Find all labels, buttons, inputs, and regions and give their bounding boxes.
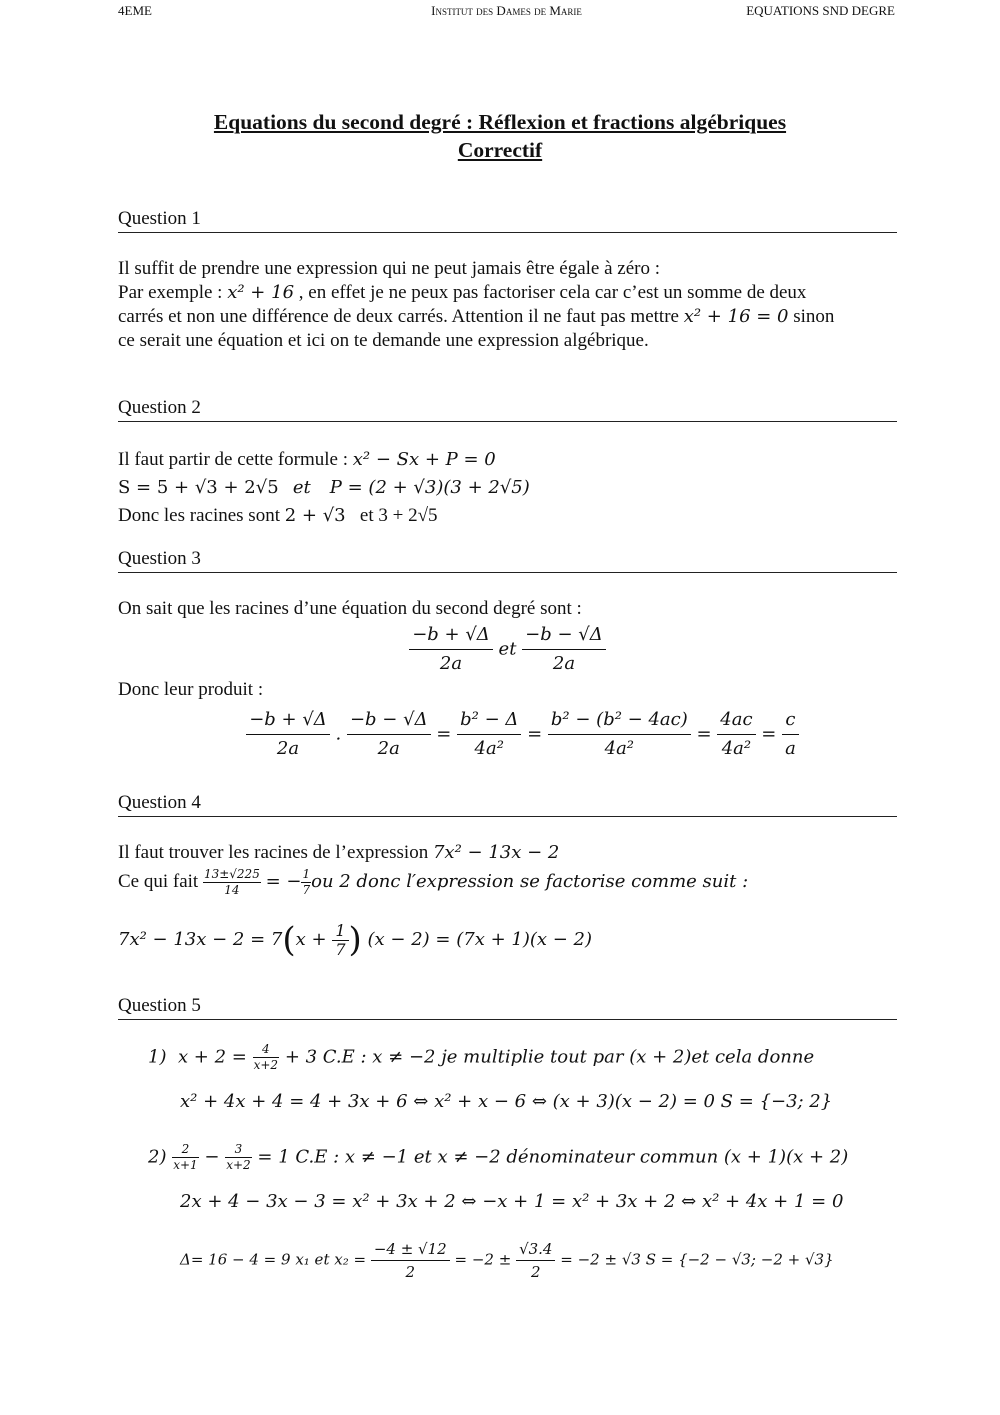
- document-title: Equations du second degré : Réflexion et fractions algébriques: [213, 110, 787, 134]
- denominator: x+1: [173, 1158, 198, 1172]
- q2-line: [118, 502, 897, 530]
- paren-open: (: [282, 920, 296, 960]
- fraction: [332, 922, 348, 959]
- q5-item-1: [118, 1042, 897, 1073]
- q4-factorisation: [118, 920, 897, 960]
- q1-text-part: Par exemple :: [118, 282, 223, 303]
- denominator: 4a²: [604, 738, 635, 759]
- q3-line: Donc leur produit :: [118, 679, 264, 700]
- q5-e3: [118, 1238, 897, 1283]
- q2-et: et: [292, 477, 311, 498]
- header-center: Institut des Dames de Marie: [431, 3, 582, 18]
- numerator: 1: [302, 867, 311, 881]
- paren-close: ): [348, 920, 362, 960]
- item-number: 1): [148, 1046, 167, 1068]
- denominator: 2: [405, 1263, 416, 1281]
- question-heading: Question 2: [118, 397, 897, 422]
- denominator: 7: [302, 883, 311, 897]
- q4-fact-right: (x − 2) = (7x + 1)(x − 2): [367, 929, 593, 950]
- q5-e2b: = 1 C.E : x ≠ −1 et x ≠ −2 dénominateur commun (x + 1)(x + 2): [257, 1146, 849, 1168]
- q3-line: On sait que les racines d’une équation du second degré sont :: [118, 598, 582, 619]
- numerator: −4 ± √12: [371, 1238, 450, 1261]
- denominator: x+2: [253, 1058, 279, 1072]
- q1-expr: x² + 16 = 0: [683, 306, 789, 327]
- denominator: 2: [531, 1263, 541, 1281]
- question-heading: Question 3: [118, 548, 897, 573]
- question-1: [118, 208, 897, 353]
- numerator: −b + √Δ: [409, 621, 493, 650]
- q5-e1c: x² + 4x + 4 = 4 + 3x + 6 ⇔ x² + x − 6 ⇔ (x + 3)(x − 2) = 0 S = {−3; 2}: [180, 1091, 833, 1112]
- q4-fact-left: 7x² − 13x − 2 = 7: [118, 929, 283, 950]
- q1-line: Il suffit de prendre une expression qui ne peut jamais être égale à zéro :: [118, 258, 660, 279]
- q2-p: P = (2 + √3)(3 + 2√5): [329, 477, 530, 498]
- q4-eq: = −: [265, 870, 302, 892]
- q1-line: ce serait une équation et ici on te demande une expression algébrique.: [118, 330, 649, 351]
- q3-product: $\frac{-b + √\Delta}{2a}$ . $\frac{-b - √\Delta}{2a}$ = $\frac{\text{b² − Δ}}{\text{4a²}}$ = $\frac{\text{b² − (b² − 4ac)}}{\text{4a²}}$ = $\frac{4ac}{\text{4a²}}$ = $\frac{c}{a}$: [118, 706, 897, 763]
- q5-e3b: = −2 ±: [454, 1250, 512, 1269]
- q2-text-part: Il faut partir de cette formule :: [118, 449, 349, 470]
- title-block: [0, 108, 1000, 164]
- q3-et: et: [498, 638, 517, 660]
- denominator: 2a: [276, 738, 300, 759]
- question-3: [118, 548, 897, 763]
- question-heading: Question 1: [118, 208, 897, 233]
- q2-text-part: Donc les racines sont: [118, 505, 280, 526]
- header-left: 4EME: [118, 3, 152, 18]
- denominator: 4a²: [721, 738, 752, 759]
- q3-roots: [118, 621, 897, 678]
- numerator: −b − √Δ: [522, 621, 606, 650]
- document-subtitle: Correctif: [457, 138, 543, 162]
- numerator: b² − (b² − 4ac): [548, 706, 691, 735]
- item-number: 2): [148, 1146, 167, 1168]
- fraction: [522, 621, 606, 678]
- fraction: [457, 706, 521, 763]
- q1-text: [118, 257, 897, 353]
- numerator: 1: [332, 922, 348, 941]
- q2-root1: 2 + √3: [284, 505, 346, 526]
- fraction: [548, 706, 691, 763]
- fraction: [246, 706, 330, 763]
- q4-fact-x: x +: [295, 929, 327, 950]
- fraction: [409, 621, 493, 678]
- question-2: [118, 397, 897, 530]
- q5-e3c: = −2 ± √3 S = {−2 − √3; −2 + √3}: [560, 1250, 834, 1269]
- q5-item-2: 2) $\frac{2}{x+1}$ − $\frac{3}{x+2}$ = 1 C.E : x ≠ −1 et x ≠ −2 dénominateur commun (x + 1)(x + 2): [148, 1142, 849, 1172]
- question-5: [118, 995, 897, 1283]
- q1-line: [118, 281, 897, 305]
- numerator: 3: [225, 1142, 251, 1158]
- q1-expr: x² + 16: [227, 282, 295, 303]
- numerator: 2: [172, 1142, 198, 1158]
- header-right: EQUATIONS SND DEGRE: [746, 3, 895, 18]
- denominator: 2a: [439, 653, 463, 674]
- q1-text-part: sinon: [793, 306, 835, 327]
- numerator: −b − √Δ: [347, 706, 431, 735]
- denominator: 7: [335, 939, 346, 959]
- numerator: c: [782, 706, 799, 735]
- numerator: b² − Δ: [457, 706, 521, 735]
- fraction: [203, 867, 261, 898]
- q2-text: [118, 446, 897, 530]
- q4-text-part: Ce qui fait: [118, 870, 199, 892]
- denominator: 2a: [552, 653, 576, 674]
- fraction: [253, 1042, 279, 1073]
- fraction: [782, 706, 799, 763]
- page-header: [118, 3, 895, 19]
- fraction: [172, 1142, 198, 1173]
- q4-line: [118, 867, 897, 898]
- q1-text-part: carrés et non une différence de deux carrés. Attention il ne faut pas mettre: [118, 306, 679, 327]
- q5-e1b: + 3 C.E : x ≠ −2 je multiplie tout par (x + 2)et cela donne: [284, 1046, 815, 1068]
- q5-e1a: x + 2 =: [177, 1046, 247, 1068]
- q4-line: [118, 841, 897, 865]
- fraction: [371, 1238, 450, 1283]
- numerator: √3.4: [516, 1238, 555, 1261]
- q4-text-part: Il faut trouver les racines de l’expression: [118, 842, 429, 863]
- fraction: [301, 867, 311, 898]
- question-heading: Question 4: [118, 792, 897, 817]
- question-4: [118, 792, 897, 960]
- q2-line: [118, 474, 897, 502]
- q5-e2c: 2x + 4 − 3x − 3 = x² + 3x + 2 ⇔ −x + 1 = x² + 3x + 2 ⇔ x² + 4x + 1 = 0: [180, 1191, 844, 1212]
- denominator: 4a²: [474, 738, 504, 759]
- denominator: a: [785, 738, 796, 759]
- question-heading: Question 5: [118, 995, 897, 1020]
- fraction: [717, 706, 755, 763]
- denominator: 2a: [377, 738, 400, 759]
- q1-text-part: , en effet je ne peux pas factoriser cela car c’est un somme de deux: [298, 282, 807, 303]
- q5-e3a: Δ= 16 − 4 = 9 x₁ et x₂ =: [180, 1250, 367, 1269]
- fraction: [516, 1238, 555, 1283]
- q2-root2: et 3 + 2√5: [359, 505, 438, 526]
- fraction: [225, 1142, 251, 1173]
- q2-formula: x² − Sx + P = 0: [352, 449, 496, 470]
- numerator: 4: [253, 1042, 279, 1058]
- q4-rest: ou 2 donc l′expression se factorise comme suit :: [311, 870, 749, 892]
- numerator: 13±√225: [203, 867, 260, 881]
- denominator: 14: [224, 883, 240, 897]
- q4-expr: 7x² − 13x − 2: [432, 842, 560, 863]
- q2-line: [118, 446, 897, 474]
- numerator: −b + √Δ: [246, 706, 330, 735]
- q1-line: [118, 305, 897, 329]
- fraction: [347, 706, 431, 763]
- numerator: 4ac: [717, 706, 755, 735]
- q2-s: S = 5 + √3 + 2√5: [118, 477, 279, 498]
- denominator: x+2: [226, 1158, 251, 1172]
